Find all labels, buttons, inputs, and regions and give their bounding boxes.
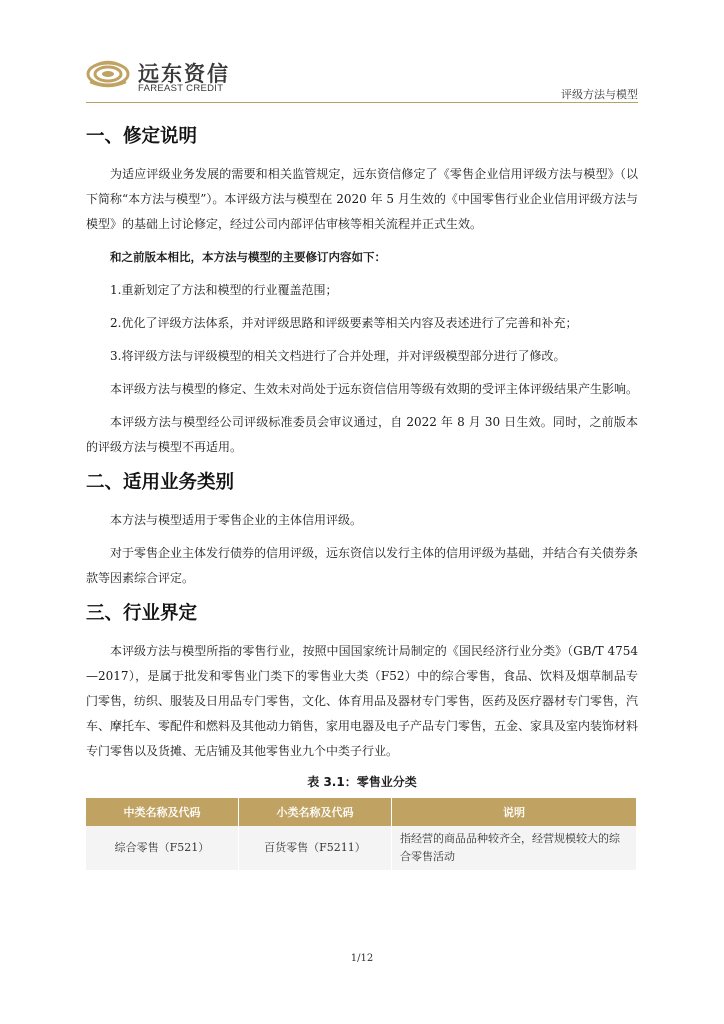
- page-number: 1/12: [350, 953, 374, 964]
- column-header: 小类名称及代码: [239, 798, 392, 826]
- brand-name-en: FAREAST CREDIT: [138, 83, 224, 94]
- paragraph: 本评级方法与模型的修定、生效未对尚处于远东资信信用等级有效期的受评主体评级结果产生影响。: [110, 382, 639, 396]
- page-header: [0, 0, 724, 104]
- revision-item: 3.将评级方法与评级模型的相关文档进行了合并处理，并对评级模型部分进行了修改。: [110, 349, 566, 363]
- column-header: 说明: [392, 798, 637, 826]
- table-caption: 表 3.1：零售业分类: [307, 775, 417, 789]
- table-row: [86, 826, 636, 870]
- table-cell: 指经营的商品品种较齐全，经营规模较大的综合零售活动: [392, 826, 637, 870]
- paragraph: 对于零售企业主体发行债券的信用评级，远东资信以发行主体的信用评级为基础，并结合有关债券条款等因素综合评定。: [86, 546, 639, 585]
- page-content: [86, 114, 638, 870]
- table-header-row: [86, 798, 636, 826]
- header-divider: [86, 102, 638, 103]
- paragraph: 本方法与模型适用于零售企业的主体信用评级。: [110, 513, 363, 527]
- paragraph: 本评级方法与模型经公司评级标准委员会审议通过，自 2022 年 8 月 30 日生效。同时，之前版本的评级方法与模型不再适用。: [86, 415, 638, 454]
- retail-classification-table: [86, 798, 636, 870]
- table-cell: 综合零售（F521）: [86, 826, 239, 870]
- paragraph: 本评级方法与模型所指的零售行业，按照中国国家统计局制定的《国民经济行业分类》（GB/T 4754—2017），是属于批发和零售业门类下的零售业大类（F52）中的综合零售，食品、饮料及烟草制品专门零售，纺织、服装及日用品专门零售，文化、体育用品及器材专门零售，医药及医疗器材专门零售，汽车、摩托车、零配件和燃料及其他动力销售，家用电器及电子产品专门零售，五金、家具及室内装饰材料专门零售以及货摊、无店铺及其他零售业九个中类子行业。: [86, 644, 639, 758]
- fareast-credit-logo-icon: [86, 52, 130, 96]
- revision-item: 2.优化了评级方法体系，并对评级思路和评级要素等相关内容及表述进行了完善和补充；: [110, 316, 578, 330]
- section-title-scope: 二、适用业务类别: [86, 472, 235, 493]
- section-title-revision: 一、修定说明: [86, 126, 198, 147]
- brand-name-cn: 远东资信: [138, 62, 230, 86]
- column-header: 中类名称及代码: [86, 798, 239, 826]
- revision-item: 1.重新划定了方法和模型的行业覆盖范围；: [110, 283, 338, 297]
- revision-summary-intro: 和之前版本相比，本方法与模型的主要修订内容如下：: [110, 250, 386, 264]
- section-title-industry: 三、行业界定: [86, 603, 198, 624]
- table-cell: 百货零售（F5211）: [239, 826, 392, 870]
- document-type-label: 评级方法与模型: [561, 88, 638, 101]
- paragraph: 为适应评级业务发展的需要和相关监管规定，远东资信修定了《零售企业信用评级方法与模型》（以下简称“本方法与模型”）。本评级方法与模型在 2020 年 5 月生效的《中国零售行业企业信用评级方法与模型》的基础上讨论修定，经过公司内部评估审核等相关流程并正式生效。: [86, 167, 638, 231]
